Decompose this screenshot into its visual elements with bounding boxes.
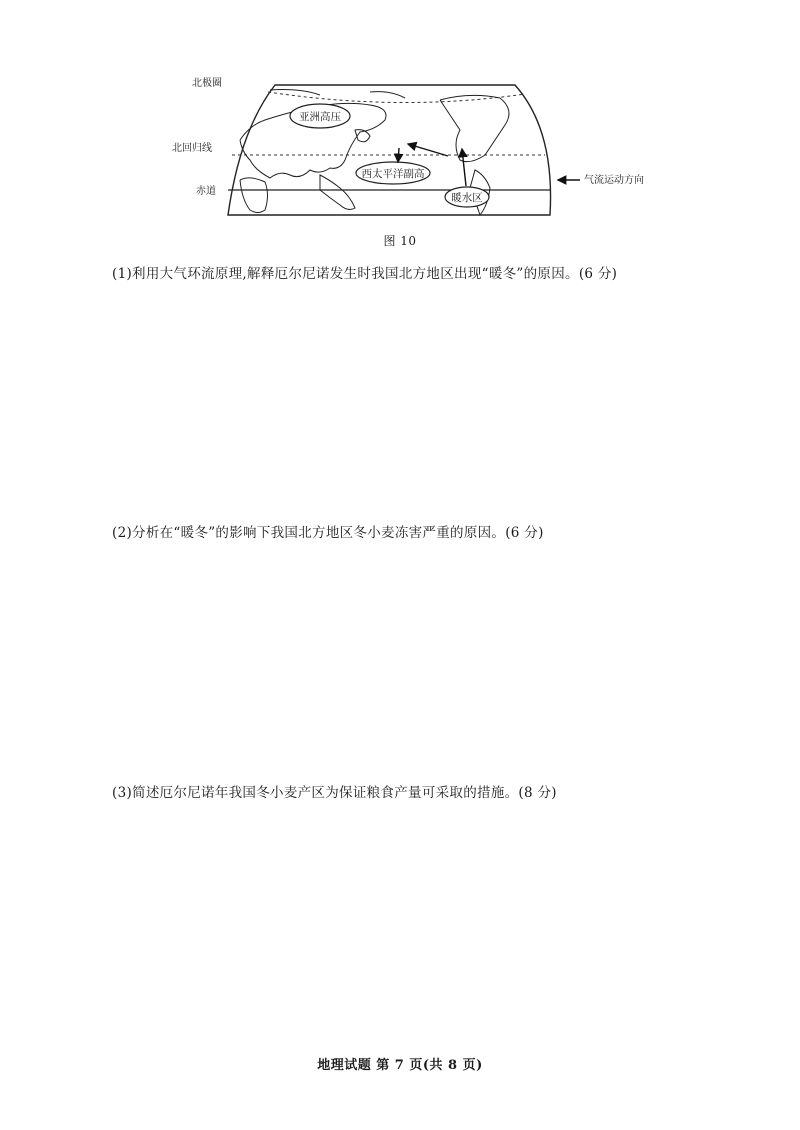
answer-area-1[interactable] [112,290,692,510]
warm-water-label: 暖水区 [451,192,483,204]
arrow-up-from-warm-water [462,149,466,186]
question-2: (2)分析在“暖冬”的影响下我国北方地区冬小麦冻害严重的原因。(6 分) [112,525,544,541]
answer-area-2[interactable] [112,550,692,770]
figure-caption: 图 10 [383,234,417,248]
label-arctic-circle: 北极圈 [192,78,222,89]
label-equator: 赤道 [196,186,216,197]
asia-high-label: 亚洲高压 [299,111,341,123]
map-svg [170,70,670,245]
label-tropic-cancer: 北回归线 [172,143,212,154]
map-frame [228,85,551,215]
arrow-airflow-west [408,144,448,156]
answer-area-3[interactable] [112,810,692,1030]
legend-airflow-label: 气流运动方向 [584,175,644,186]
arrow-down-to-wp-high [398,148,399,162]
question-3: (3)简述厄尔尼诺年我国冬小麦产区为保证粮食产量可采取的措施。(8 分) [112,785,557,801]
page-footer: 地理试题 第 7 页(共 8 页) [317,1058,483,1073]
wp-high-label: 西太平洋副高 [361,168,425,180]
world-map-figure [170,70,670,245]
arctic-circle-line [268,92,525,103]
question-1: (1)利用大气环流原理,解释厄尔尼诺发生时我国北方地区出现“暖冬”的原因。(6 分) [112,266,618,282]
